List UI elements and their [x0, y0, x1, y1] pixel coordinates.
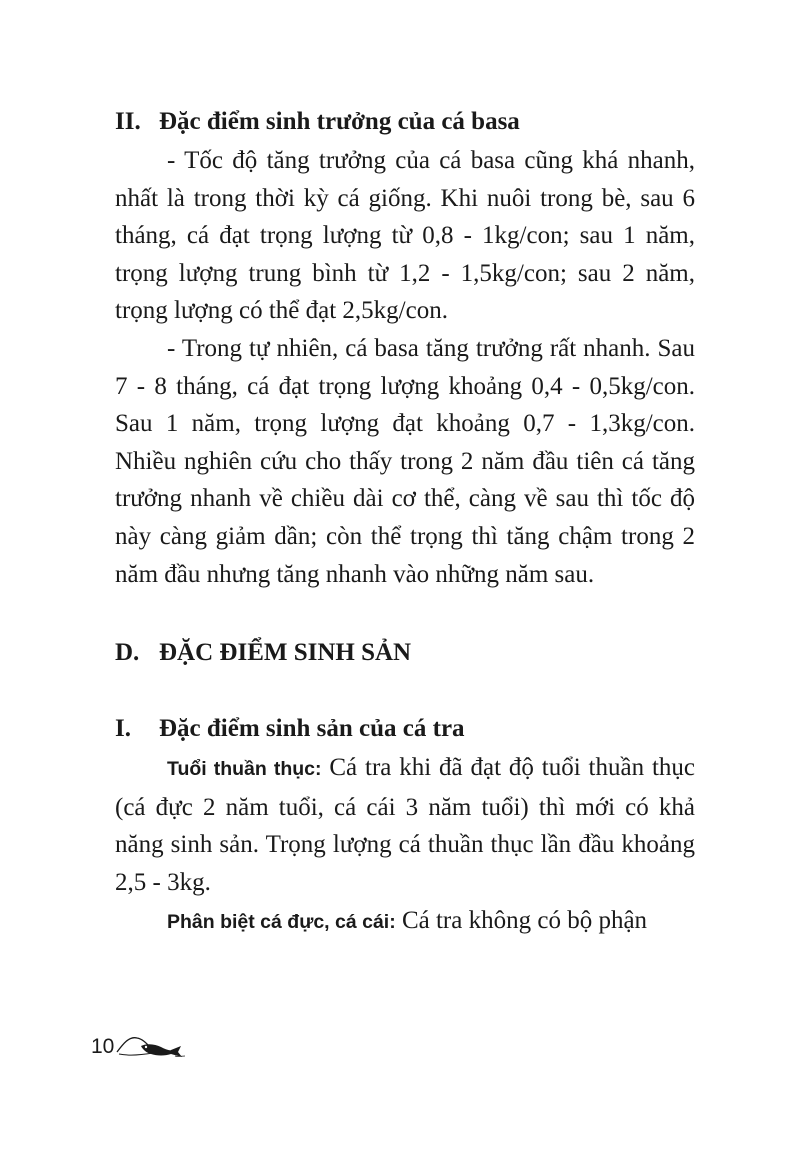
- sex-distinction-label: Phân biệt cá đực, cá cái:: [167, 910, 396, 933]
- maturity-label: Tuổi thuần thục:: [167, 758, 322, 781]
- paragraph-growth-wild: - Trong tự nhiên, cá basa tăng trưởng rất nhanh. Sau 7 - 8 tháng, cá đạt trọng lượng khoảng 0,4 - 0,5kg/con. Sau 1 năm, trọng lượng đạt khoảng 0,7 - 1,3kg/con. Nhiều nghiên cứu cho thấy trong 2 năm đầu tiên cá tăng trưởng nhanh về chiều dài cơ thể, càng về sau thì tốc độ này càng giảm dần; còn thể trọng thì tăng chậm trong 2 năm đầu nhưng tăng nhanh vào những năm sau.: [115, 334, 695, 588]
- page-body: [115, 96, 695, 941]
- fish-swimming-icon: [115, 1030, 187, 1060]
- heading-title: Đặc điểm sinh trưởng của cá basa: [159, 108, 520, 135]
- paragraph-sex-distinction: [115, 902, 695, 942]
- heading-growth-basa: [115, 102, 695, 142]
- heading-title: Đặc điểm sinh sản của cá tra: [159, 715, 465, 743]
- page-footer: [91, 1030, 187, 1058]
- sex-distinction-text: Cá tra không có bộ phận: [395, 906, 648, 934]
- heading-title: ĐẶC ĐIỂM SINH SẢN: [159, 639, 412, 667]
- heading-letter: D.: [115, 639, 140, 667]
- page-number: 10: [91, 1035, 115, 1058]
- heading-number: I.: [115, 715, 131, 743]
- maturity-text: Cá tra khi đã đạt độ tuổi thuần thục (cá đực 2 năm tuổi, cá cái 3 năm tuổi) thì mới có khả năng sinh sản. Trọng lượng cá thuần thục lần đầu khoảng 2,5 - 3kg.: [115, 754, 695, 896]
- heading-reproduction: [115, 633, 695, 673]
- paragraph-maturity: [115, 749, 695, 901]
- heading-reproduction-tra: [115, 709, 695, 749]
- paragraph-growth-farmed: - Tốc độ tăng trưởng của cá basa cũng khá nhanh, nhất là trong thời kỳ cá giống. Khi nuôi trong bè, sau 6 tháng, cá đạt trọng lượng từ 0,8 - 1kg/con; sau 1 năm, trọng lượng trung bình từ 1,2 - 1,5kg/con; sau 2 năm, trọng lượng có thể đạt 2,5kg/con.: [115, 147, 695, 325]
- heading-number: II.: [115, 108, 141, 135]
